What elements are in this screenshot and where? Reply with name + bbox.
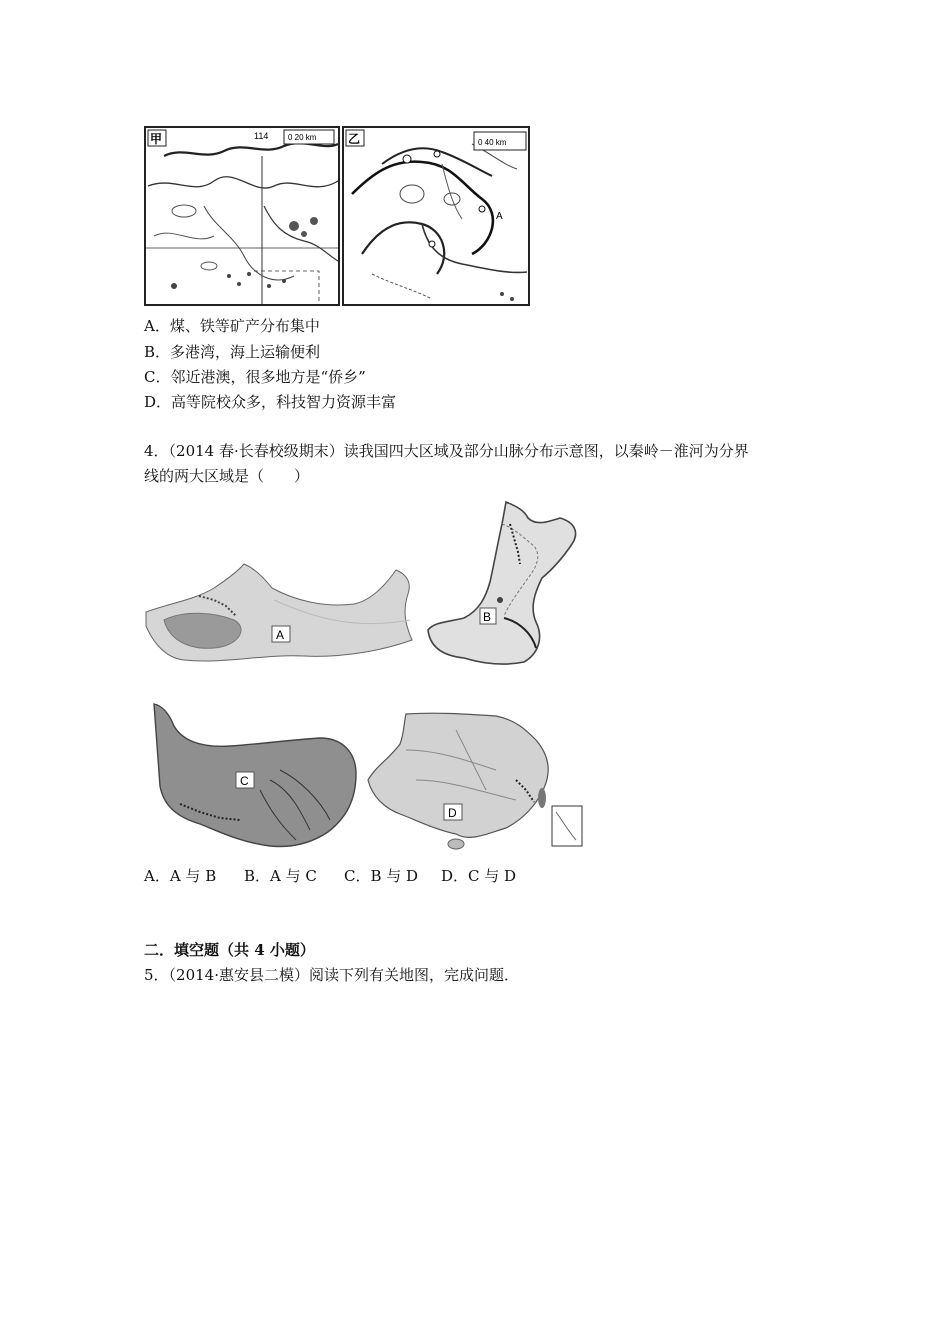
region-map-c bbox=[150, 700, 362, 852]
q4-stem-line2: 线的两大区域是（ ） bbox=[144, 467, 310, 485]
map-jia-scale: 0 20 km bbox=[288, 133, 317, 142]
q4-option-d: D．C 与 D bbox=[441, 867, 517, 885]
q3-option-a: A．煤、铁等矿产分布集中 bbox=[144, 317, 320, 335]
q3-option-d: D．高等院校众多，科技智力资源丰富 bbox=[144, 393, 397, 411]
map-yi-scale: 0 40 km bbox=[478, 138, 507, 147]
q5-stem: 5．（2014·惠安县二模）阅读下列有关地图，完成问题． bbox=[144, 966, 519, 984]
region-map-b bbox=[424, 498, 582, 668]
q4-option-c: C．B 与 D bbox=[344, 867, 419, 885]
region-label-a: A bbox=[276, 628, 285, 642]
q4-options bbox=[144, 866, 516, 886]
q3-option-b: B．多港湾，海上运输便利 bbox=[144, 343, 321, 361]
region-label-c: C bbox=[240, 774, 249, 788]
map-jia-longitude: 114 bbox=[254, 131, 269, 141]
section-heading: 二．填空题（共 4 小题） bbox=[144, 941, 315, 959]
region-label-d: D bbox=[448, 806, 457, 820]
q4-stem-line1: 4．（2014 春·长春校级期末）读我国四大区域及部分山脉分布示意图，以秦岭－淮河为分界 bbox=[144, 442, 749, 460]
map-yi-label: 乙 bbox=[348, 132, 361, 146]
region-map-d bbox=[366, 710, 586, 852]
region-map-a bbox=[144, 560, 416, 666]
map-yi bbox=[342, 124, 530, 306]
q3-option-c: C．邻近港澳，很多地方是“侨乡” bbox=[144, 368, 366, 386]
map-jia-label: 甲 bbox=[150, 132, 163, 146]
region-label-b: B bbox=[483, 610, 492, 624]
map-jia bbox=[144, 126, 340, 306]
q4-option-a: A．A 与 B bbox=[144, 867, 217, 885]
map-yi-point: A bbox=[496, 211, 503, 222]
q4-option-b: B．A 与 C bbox=[244, 867, 317, 885]
